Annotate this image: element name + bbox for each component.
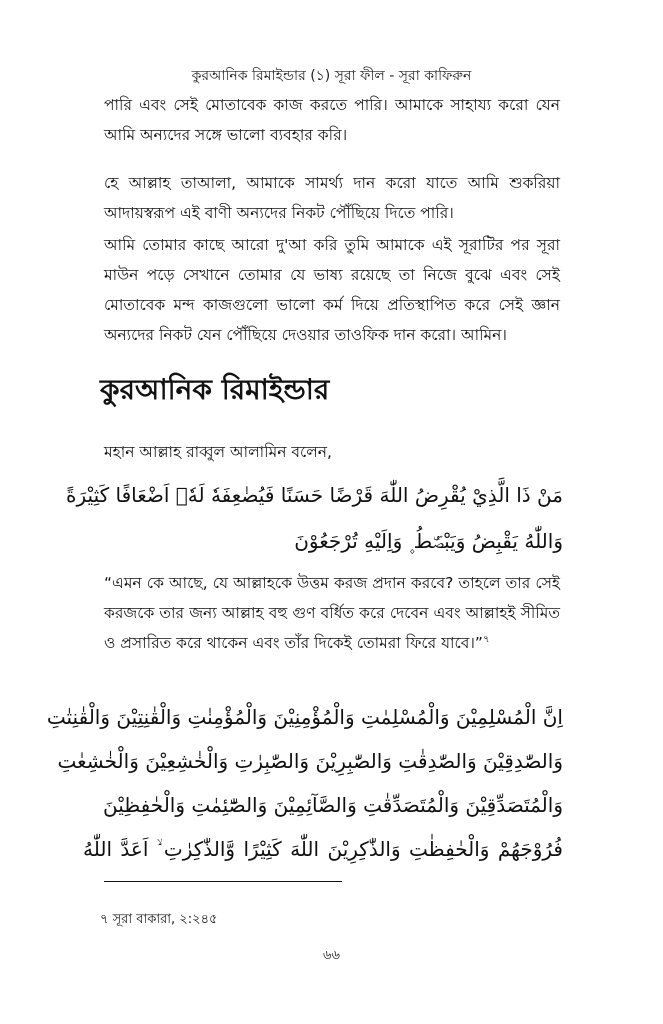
arabic-verse-2-line-4: فُرُوْجَهُمْ وَالْحٰفِظٰتِ وَالذّٰكِرِيْنَ اللّٰهَ كَثِيْرًا وَّالذّٰكِرٰتِ ۙ اَعَدَّ اللّٰهُ — [83, 837, 563, 861]
footnote: ৭ সূরা বাকারা, ২:২৪৫ — [100, 912, 218, 927]
section-heading: কুরআনিক রিমাইন্ডার — [100, 373, 330, 406]
page-number: ৬৬ — [323, 948, 340, 963]
arabic-verse-1-line-1: مَنْ ذَا الَّذِيْ يُقْرِضُ اللّٰهَ قَرْضًا حَسَنًا فَيُضٰعِفَهٗ لَهٗۤ اَضْعَافًا كَثِيْرَةً — [66, 483, 563, 507]
footnote-divider — [104, 881, 342, 882]
translation-text: “এমন কে আছে, যে আল্লাহকে উত্তম করজ প্রদান করবে? তাহলে তার সেই করজকে তার জন্য আল্লাহ বহু গুণ বর্ধিত করে দেবেন এবং আল্লাহই সীমিত ও প্রসারিত করে থাকেন এবং তাঁর দিকেই তোমরা ফিরে যাবে।” — [104, 574, 560, 652]
paragraph-continuation: পারি এবং সেই মোতাবেক কাজ করতে পারি। আমাকে সাহায্য করো যেন আমি অন্যদের সঙ্গে ভালো ব্যবহার করি। — [104, 96, 560, 144]
arabic-verse-2-line-1: اِنَّ الْمُسْلِمِيْنَ وَالْمُسْلِمٰتِ وَالْمُؤْمِنِيْنَ وَالْمُؤْمِنٰتِ وَالْقٰنِتِيْنَ وَالْقٰنِتٰتِ — [46, 705, 563, 729]
footnote-marker: ৭ — [482, 633, 490, 645]
arabic-verse-2-line-3: وَالْمُتَصَدِّقِيْنَ وَالْمُتَصَدِّقٰتِ وَالصَّآئِمِيْنَ وَالصّٰٓئِمٰتِ وَالْحٰفِظِيْنَ — [103, 793, 563, 817]
running-header: কুরআনিক রিমাইন্ডার (১) সূরা ফীল - সূরা কাফিরুন — [191, 68, 472, 84]
intro-line: মহান আল্লাহ রাব্বুল আলামিন বলেন, — [104, 443, 332, 461]
paragraph-gratitude: হে আল্লাহ তাআলা, আমাকে সামর্থ্য দান করো যাতে আমি শুকরিয়া আদায়স্বরূপ এই বাণী অন্যদের নিকট পৌঁছিয়ে দিতে পারি। — [104, 174, 560, 222]
arabic-verse-2-line-2: وَالصّٰدِقِيْنَ وَالصّٰدِقٰتِ وَالصّٰبِرِيْنَ وَالصّٰبِرٰتِ وَالْخٰشِعِيْنَ وَالْخٰشِعٰتِ — [57, 749, 563, 773]
arabic-verse-1-line-2: وَاللّٰهُ يَقْبِضُ وَيَبْصُۜطُ ۪ وَاِلَيْهِ تُرْجَعُوْنَ — [294, 529, 563, 553]
verse-translation — [104, 568, 560, 658]
paragraph-dua: আমি তোমার কাছে আরো দু'আ করি তুমি আমাকে এই সূরাটির পর সূরা মাউন পড়ে সেখানে তোমার যে ভাষ্য রয়েছে তা নিজে বুঝে এবং সেই মোতাবেক মন্দ কাজগুলো ভালো কর্ম দিয়ে প্রতিস্থাপিত করে সেই জ্ঞান অন্যদের নিকট যেন পৌঁছিয়ে দেওয়ার তাওফিক দান করো। আমিন। — [104, 236, 560, 344]
